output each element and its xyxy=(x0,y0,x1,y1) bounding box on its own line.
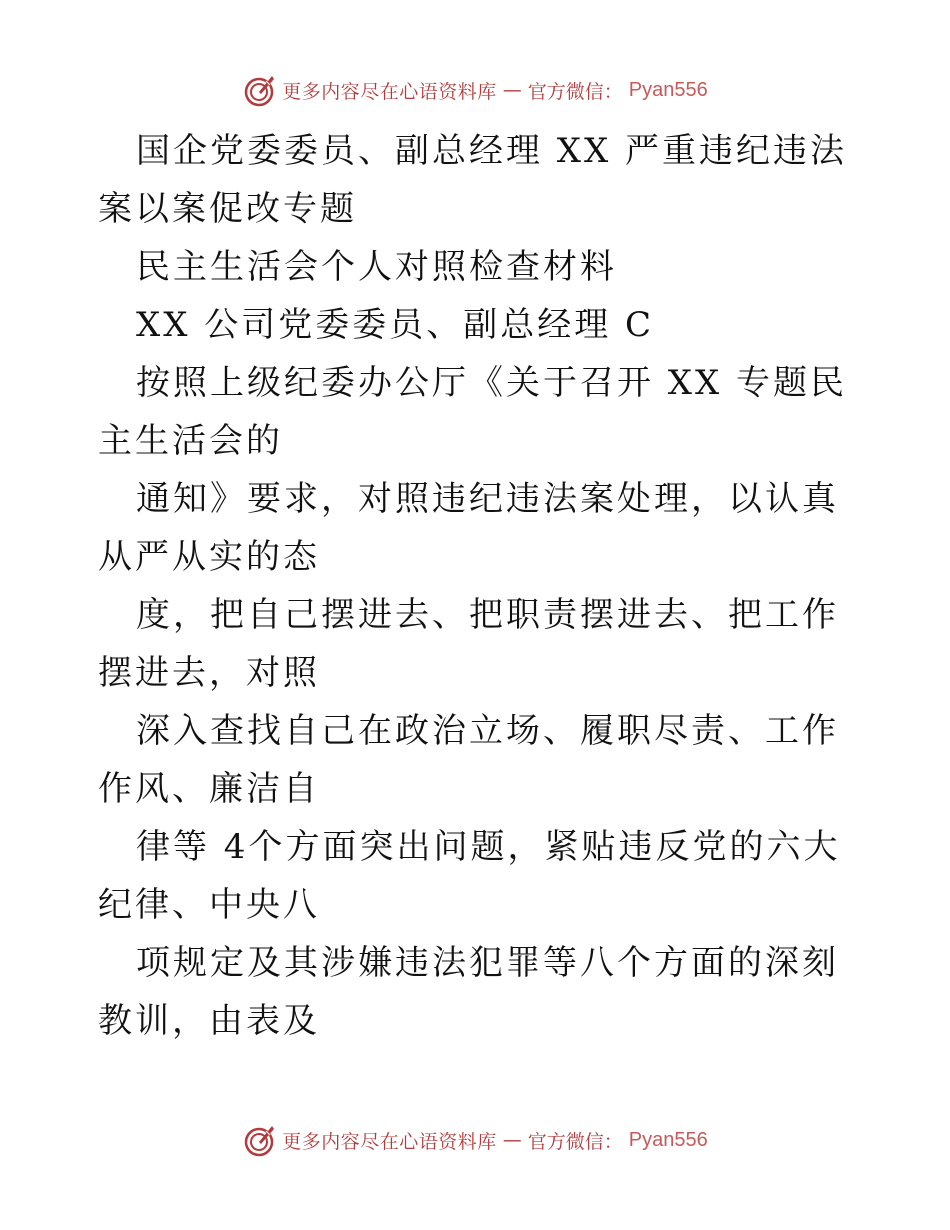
banner-wechat-id: Pyan556 xyxy=(628,78,708,101)
quill-pen-logo-icon xyxy=(242,73,276,107)
banner-wechat-id: Pyan556 xyxy=(628,1128,708,1151)
banner-wechat-label: 官方微信： xyxy=(527,1130,623,1153)
body-paragraph: 律等 4个方面突出问题，紧贴违反党的六大纪律、中央八 xyxy=(98,827,841,925)
document-body xyxy=(98,122,858,1050)
document-title-line: 国企党委委员、副总经理 XX 严重违纪违法案以案促改专题 xyxy=(98,131,848,229)
banner-dash: — xyxy=(502,79,522,101)
banner-dash: — xyxy=(502,1129,522,1151)
body-paragraph: 深入查找自己在政治立场、履职尽责、工作作风、廉洁自 xyxy=(98,711,839,809)
banner-site-text: 更多内容尽在心语资料库 xyxy=(282,1130,497,1153)
body-paragraph: 度，把自己摆进去、把职责摆进去、把工作摆进去，对照 xyxy=(98,595,839,693)
quill-pen-logo-icon xyxy=(242,1123,276,1157)
body-paragraph: 按照上级纪委办公厅《关于召开 XX 专题民主生活会的 xyxy=(98,363,848,461)
document-subtitle-line: 民主生活会个人对照检查材料 xyxy=(136,247,617,287)
banner-site-text: 更多内容尽在心语资料库 xyxy=(282,80,497,103)
banner-wechat-label: 官方微信： xyxy=(527,80,623,103)
body-paragraph: 通知》要求，对照违纪违法案处理，以认真从严从实的态 xyxy=(98,479,839,577)
footer-banner xyxy=(0,1120,950,1160)
author-line: XX 公司党委委员、副总经理 C xyxy=(136,305,655,345)
body-paragraph: 项规定及其涉嫌违法犯罪等八个方面的深刻教训，由表及 xyxy=(98,943,839,1041)
header-banner xyxy=(0,70,950,110)
